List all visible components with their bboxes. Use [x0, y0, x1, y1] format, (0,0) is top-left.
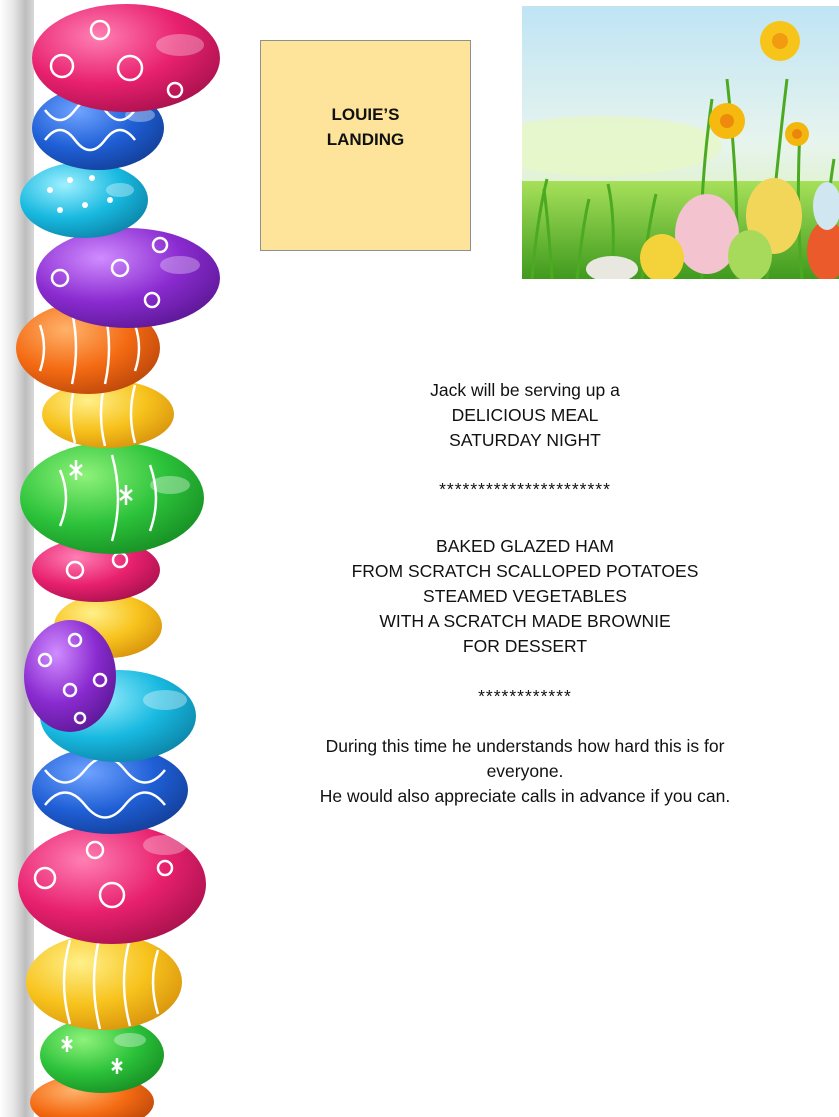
intro-line-2: DELICIOUS MEAL — [451, 405, 599, 425]
daffodil-photo — [522, 6, 839, 279]
note-line-3: He would also appreciate calls in advance if you can. — [319, 786, 731, 806]
intro-line-1: Jack will be serving up a — [430, 380, 620, 400]
page-title — [327, 102, 404, 152]
egg-yellow-3 — [26, 934, 182, 1030]
egg-cyan-1 — [20, 162, 148, 238]
intro-line-3: SATURDAY NIGHT — [449, 430, 601, 450]
note-line-1: During this time he understands how hard this is for — [325, 736, 725, 756]
egg-pink-1 — [32, 4, 220, 112]
daffodil-2 — [709, 103, 745, 139]
daffodil-1 — [760, 21, 800, 61]
easter-egg-border — [0, 0, 230, 1117]
egg-purple-small — [24, 620, 116, 732]
divider-long: ********************** — [439, 479, 611, 499]
menu-item-vegetables: STEAMED VEGETABLES — [423, 586, 627, 606]
egg-pink-3 — [18, 824, 206, 944]
flyer-content — [280, 378, 770, 809]
daffodil-3 — [785, 122, 809, 146]
menu-item-dessert: FOR DESSERT — [462, 636, 588, 656]
egg-purple-1 — [36, 228, 220, 328]
divider-short: ************ — [478, 686, 572, 706]
menu-item-brownie: WITH A SCRATCH MADE BROWNIE — [379, 611, 671, 631]
title-box — [260, 40, 471, 251]
title-line-1: LOUIE’S — [331, 104, 400, 124]
note-line-2: everyone. — [486, 761, 564, 781]
menu-item-potatoes: FROM SCRATCH SCALLOPED POTATOES — [351, 561, 699, 581]
egg-green-1 — [20, 442, 204, 554]
menu-item-ham: BAKED GLAZED HAM — [436, 536, 614, 556]
title-line-2: LANDING — [326, 129, 405, 149]
